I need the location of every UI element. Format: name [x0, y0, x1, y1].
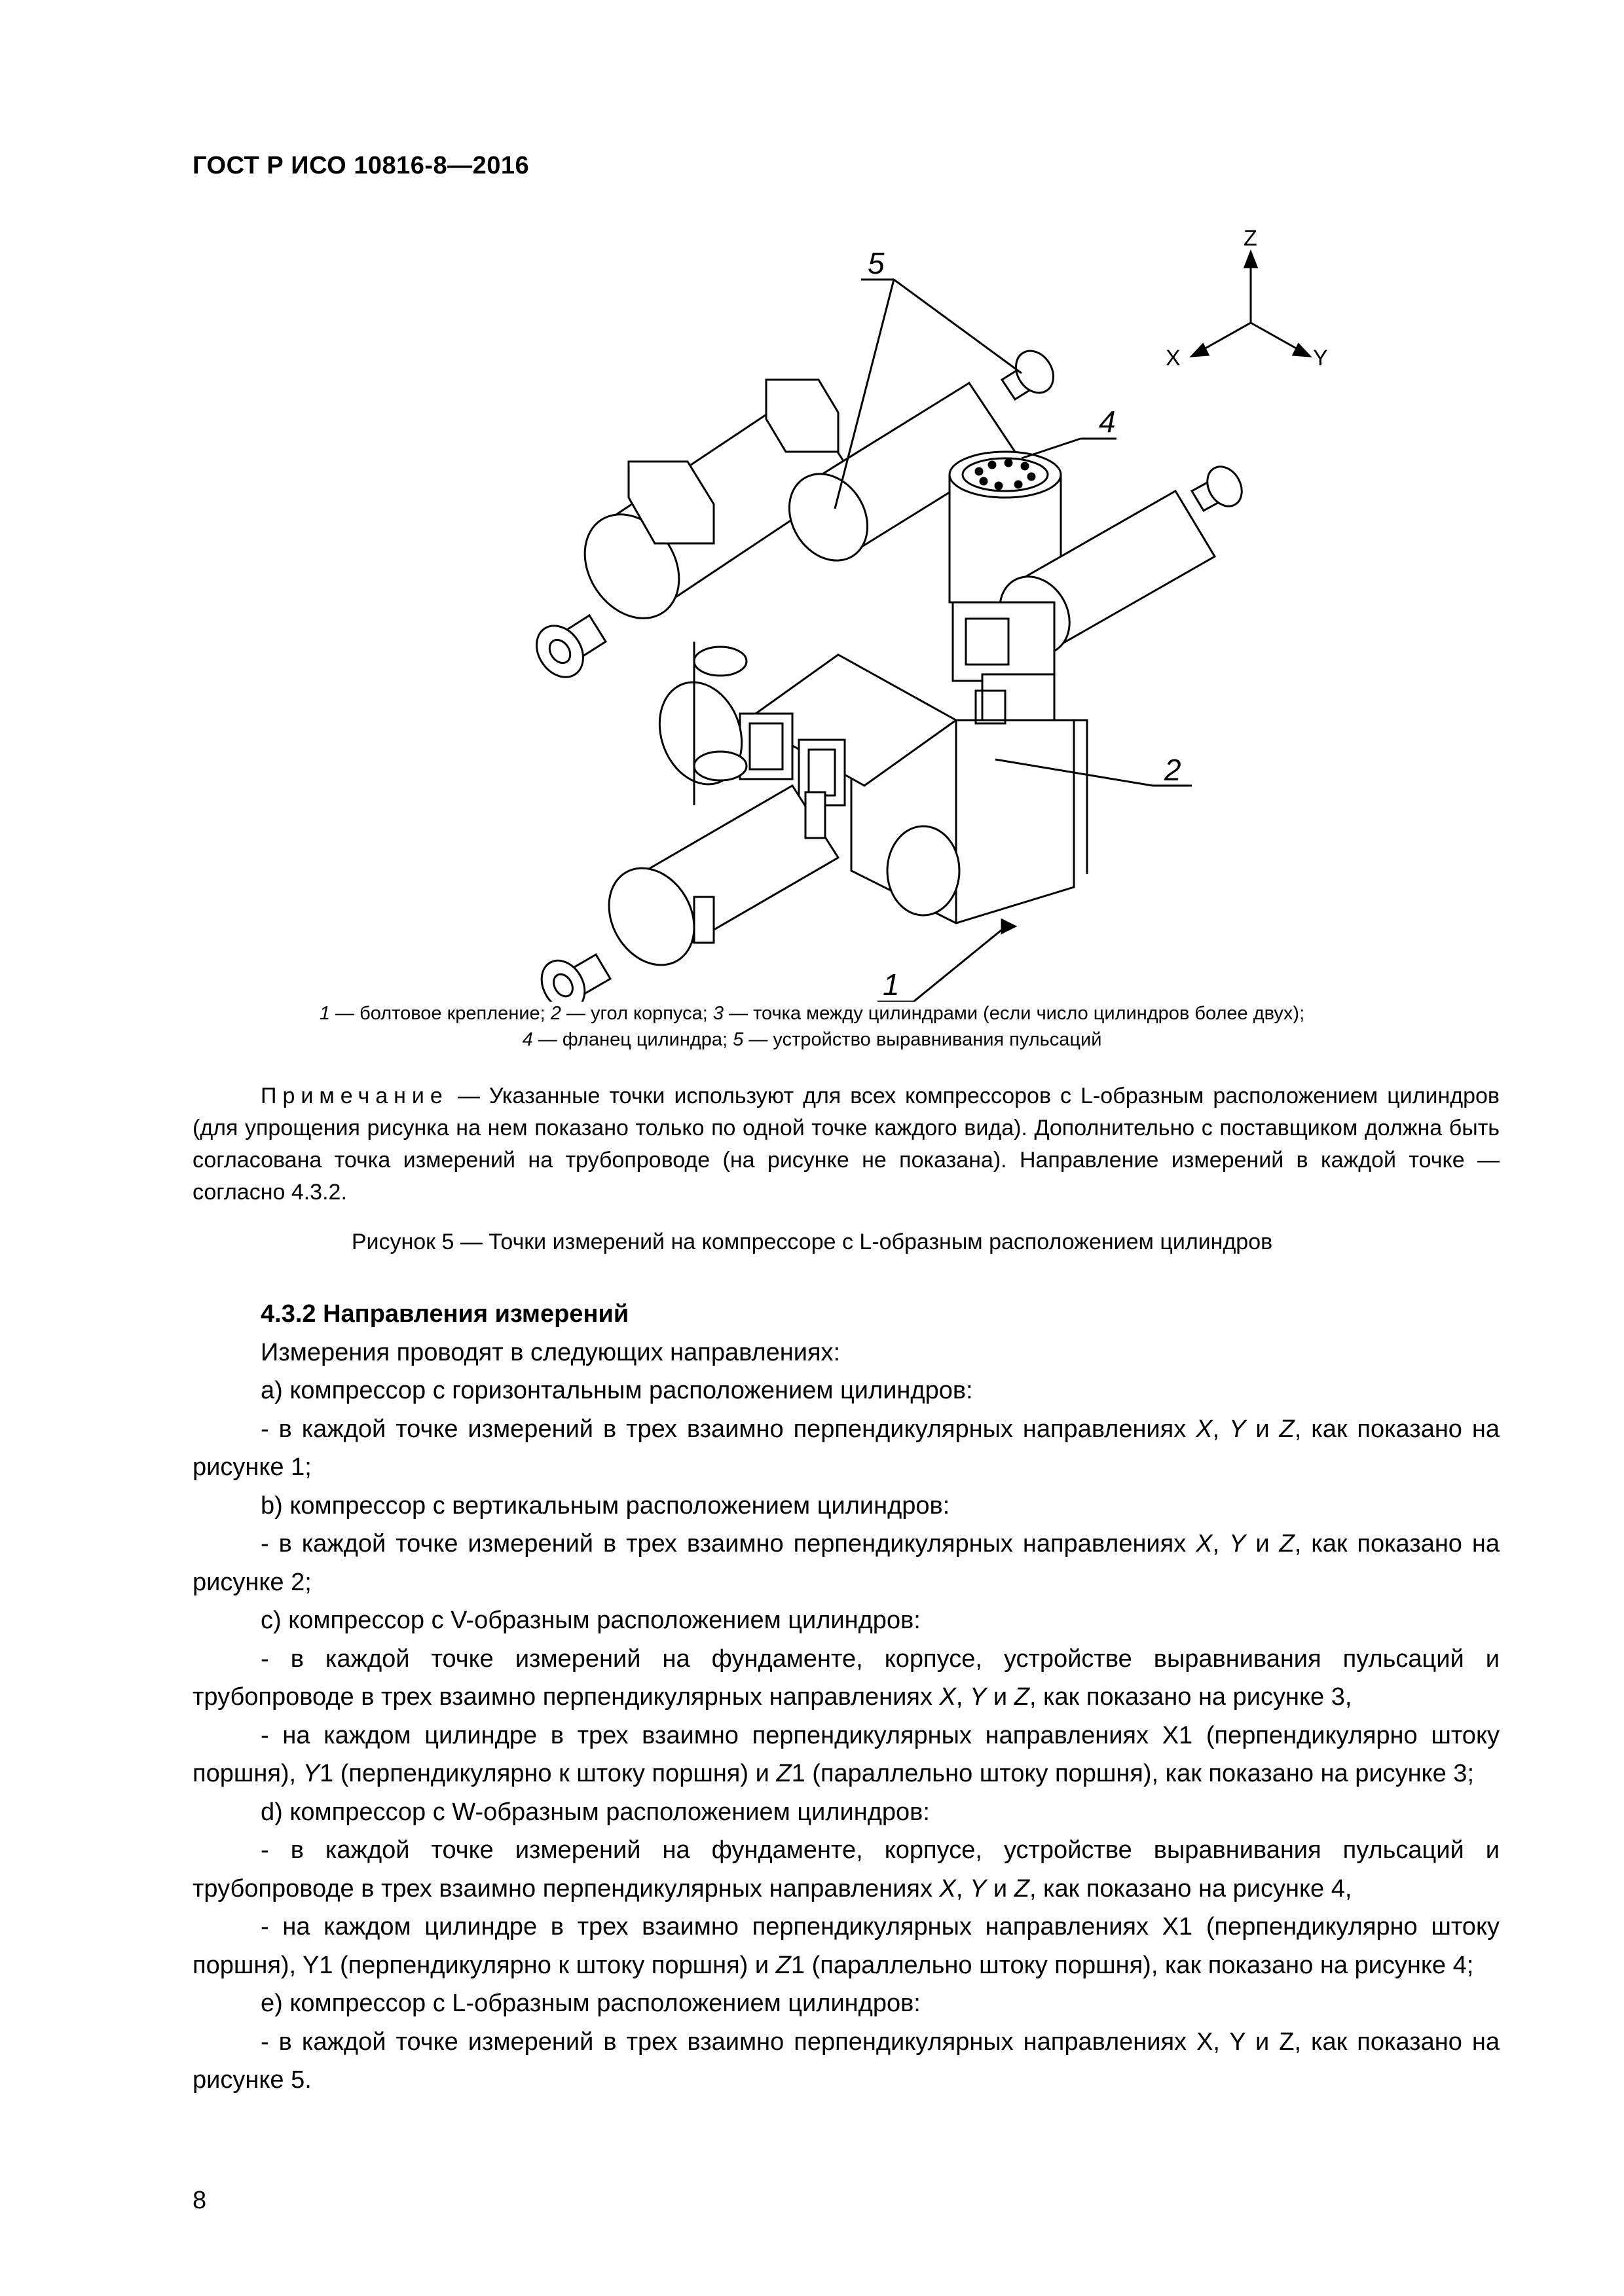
- legend-num-1: 1: [319, 1003, 330, 1024]
- item-b: b) компрессор с вертикальным расположением цилиндров:: [261, 1491, 950, 1520]
- axes-indicator: [1166, 226, 1328, 371]
- axis-x-label: X: [1166, 346, 1181, 371]
- item-c-1: - в каждой точке измерений на фундаменте, корпусе, устройстве выравнивания пульсаций и трубопроводе в трех взаимно перпендикулярных направлениях X, Y и Z, как показано на рисунке 3,: [193, 1645, 1500, 1711]
- item-e-1: - в каждой точке измерений в трех взаимно перпендикулярных направлениях X, Y и Z, как показано на рисунке 5.: [193, 2028, 1500, 2094]
- item-d: d) компрессор с W-образным расположением цилиндров:: [261, 1798, 930, 1826]
- legend-num-5: 5: [733, 1029, 744, 1050]
- callout-5-label: 5: [868, 246, 885, 280]
- section-heading: 4.3.2 Направления измерений: [261, 1300, 629, 1328]
- legend-text-5: — устройство выравнивания пульсаций: [743, 1029, 1102, 1050]
- document-header: ГОСТ Р ИСО 10816-8—2016: [193, 152, 530, 179]
- figure-note: [193, 1080, 1500, 1209]
- item-e: е) компрессор с L-образным расположением цилиндров:: [261, 1990, 921, 2017]
- legend-text-3: — точка между цилиндрами (если число цилиндров более двух);: [723, 1003, 1305, 1024]
- legend-line-1: [0, 1000, 1624, 1027]
- legend-line-2: [0, 1027, 1624, 1053]
- legend-num-3: 3: [712, 1003, 724, 1024]
- callout-4-label: 4: [1099, 405, 1116, 439]
- compressor-drawing: [527, 344, 1249, 1002]
- section-intro: Измерения проводят в следующих направлениях:: [261, 1338, 841, 1366]
- item-b-1: - в каждой точке измерений в трех взаимно перпендикулярных направлениях X, Y и Z, как показано на рисунке 2;: [193, 1530, 1500, 1596]
- compressor-figure: [498, 216, 1414, 1002]
- legend-text-2: — угол корпуса;: [561, 1003, 713, 1024]
- item-c: с) компрессор с V-образным расположением цилиндров:: [261, 1607, 921, 1634]
- body-text: [193, 1295, 1500, 2100]
- item-d-1: - в каждой точке измерений на фундаменте, корпусе, устройстве выравнивания пульсаций и трубопроводе в трех взаимно перпендикулярных направлениях X, Y и Z, как показано на рисунке 4,: [193, 1836, 1500, 1903]
- legend-text-4: — фланец цилиндра;: [532, 1029, 733, 1050]
- figure-caption: Рисунок 5 — Точки измерений на компрессоре с L-образным расположением цилиндров: [351, 1230, 1273, 1254]
- legend-num-4: 4: [522, 1029, 533, 1050]
- callout-2-label: 2: [1164, 753, 1181, 787]
- legend-text-1: — болтовое крепление;: [330, 1003, 551, 1024]
- item-a-1: - в каждой точке измерений в трех взаимно перпендикулярных направлениях X, Y и Z, как показано на рисунке 1;: [193, 1415, 1500, 1481]
- note-text: — Указанные точки используют для всех компрессоров с L-образным расположением цилиндров (для упрощения рисунка на нем показано только по одной точке каждого вида). Дополнительно с поставщиком должна быть согласована точка измерений на трубопроводе (на рисунке не показана). Направление измерений в каждой точке — согласно 4.3.2.: [193, 1084, 1500, 1205]
- item-c-2: - на каждом цилиндре в трех взаимно перпендикулярных направлениях X1 (перпендикулярно штоку поршня), Y1 (перпендикулярно к штоку поршня) и Z1 (параллельно штоку поршня), как показано на рисунке 3;: [193, 1721, 1500, 1787]
- item-a: а) компрессор с горизонтальным расположением цилиндров:: [261, 1377, 973, 1404]
- callout-1-label: 1: [883, 968, 900, 1002]
- axis-z-label: Z: [1244, 226, 1257, 251]
- item-d-2: - на каждом цилиндре в трех взаимно перпендикулярных направлениях X1 (перпендикулярно штоку поршня), Y1 (перпендикулярно к штоку поршня) и Z1 (параллельно штоку поршня), как показано на рисунке 4;: [193, 1913, 1500, 1979]
- figure-legend: [0, 1000, 1624, 1053]
- legend-num-2: 2: [550, 1003, 561, 1024]
- axis-y-label: Y: [1313, 346, 1328, 371]
- page-number: 8: [193, 2187, 207, 2214]
- note-label: Примечание: [261, 1084, 449, 1108]
